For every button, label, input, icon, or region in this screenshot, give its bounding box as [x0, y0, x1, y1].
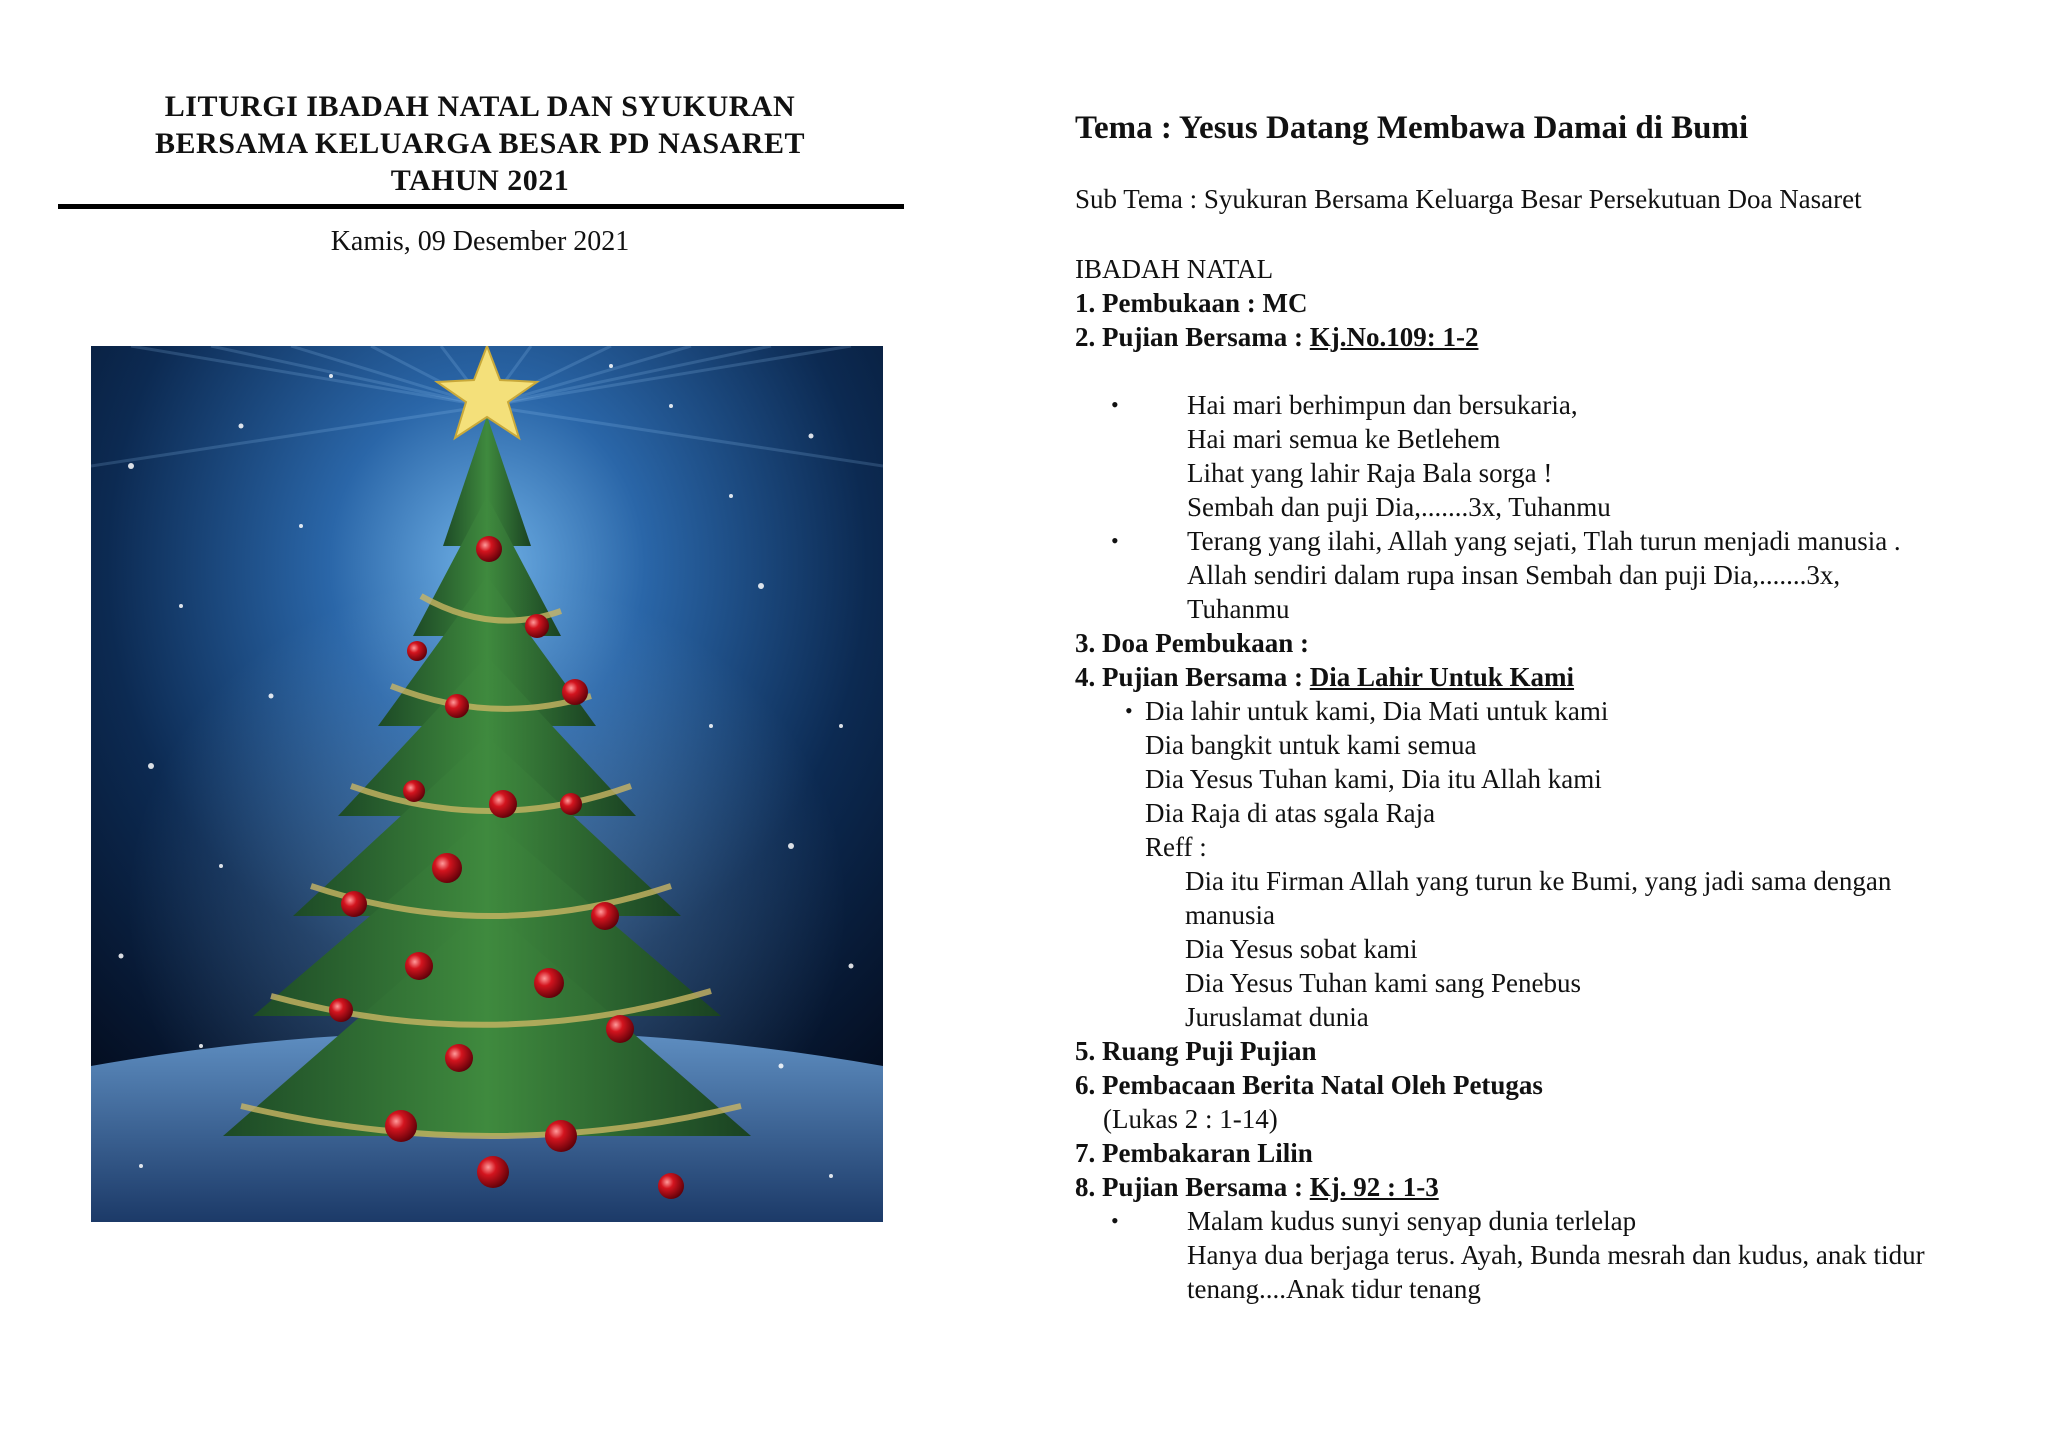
song1-verse1-line1	[1075, 388, 1975, 422]
cover-page	[0, 0, 1000, 1448]
song1-verse2-line1	[1075, 524, 1975, 558]
lyric-line: Malam kudus sunyi senyap dunia terlelap	[1187, 1206, 1637, 1236]
bullet-icon: •	[1111, 528, 1119, 553]
song2-line3: Dia Yesus Tuhan kami, Dia itu Allah kami	[1145, 764, 1602, 794]
event-date: Kamis, 09 Desember 2021	[330, 226, 630, 257]
song3-line2: Hanya dua berjaga terus. Ayah, Bunda mesrah dan kudus, anak tidur	[1187, 1240, 1925, 1270]
song2-reff-line3: Dia Yesus sobat kami	[1185, 934, 1418, 964]
item-pujian-1-song: Kj.No.109: 1-2	[1309, 322, 1479, 352]
title-line-1: LITURGI IBADAH NATAL DAN SYUKURAN	[164, 90, 796, 123]
item-pujian-2-label: 4. Pujian Bersama :	[1075, 662, 1310, 692]
liturgy-page	[1075, 0, 1975, 1448]
bullet-icon: •	[1111, 392, 1119, 417]
song2-line1	[1075, 694, 1975, 728]
item-pembacaan: 6. Pembacaan Berita Natal Oleh Petugas	[1075, 1070, 1543, 1100]
bullet-icon: •	[1125, 698, 1133, 723]
title-divider	[58, 204, 904, 209]
spacer	[1075, 354, 1975, 388]
item-pujian-1-label: 2. Pujian Bersama :	[1075, 322, 1310, 352]
liturgy-content	[1075, 252, 1975, 1306]
ibadah-heading: IBADAH NATAL	[1075, 254, 1274, 284]
item-pembacaan-ref: (Lukas 2 : 1-14)	[1103, 1104, 1278, 1134]
item-pujian-3-label: 8. Pujian Bersama :	[1075, 1172, 1310, 1202]
item-pembukaan: 1. Pembukaan : MC	[1075, 288, 1308, 318]
title-line-2: BERSAMA KELUARGA BESAR PD NASARET	[155, 127, 805, 160]
lyric-line: Terang yang ilahi, Allah yang sejati, Tlah turun menjadi manusia .	[1187, 526, 1901, 556]
bullet-icon: •	[1111, 1208, 1119, 1233]
item-pujian-2	[1075, 660, 1975, 694]
song3-line3: tenang....Anak tidur tenang	[1187, 1274, 1481, 1304]
song2-line2: Dia bangkit untuk kami semua	[1145, 730, 1477, 760]
song1-verse1-line4: Sembah dan puji Dia,.......3x, Tuhanmu	[1187, 492, 1611, 522]
item-pembakaran-lilin: 7. Pembakaran Lilin	[1075, 1138, 1313, 1168]
song2-reff-line1: Dia itu Firman Allah yang turun ke Bumi, yang jadi sama dengan	[1185, 866, 1892, 896]
song3-line1	[1075, 1204, 1975, 1238]
title-line-3: TAHUN 2021	[390, 164, 570, 197]
song1-verse1-line2: Hai mari semua ke Betlehem	[1187, 424, 1501, 454]
song1-verse2-line3: Tuhanmu	[1187, 594, 1290, 624]
song2-reff-line5: Juruslamat dunia	[1185, 1002, 1369, 1032]
song1-verse1-line3: Lihat yang lahir Raja Bala sorga !	[1187, 458, 1553, 488]
item-pujian-2-song: Dia Lahir Untuk Kami	[1309, 662, 1575, 692]
item-ruang-puji: 5. Ruang Puji Pujian	[1075, 1036, 1317, 1066]
item-doa-pembukaan: 3. Doa Pembukaan :	[1075, 628, 1310, 658]
subtheme-line: Sub Tema : Syukuran Bersama Keluarga Besar Persekutuan Doa Nasaret	[1075, 184, 1862, 214]
lyric-line: Dia lahir untuk kami, Dia Mati untuk kami	[1145, 696, 1609, 726]
song2-line4: Dia Raja di atas sgala Raja	[1145, 798, 1436, 828]
song2-reff-line2: manusia	[1185, 900, 1275, 930]
song2-reff-line4: Dia Yesus Tuhan kami sang Penebus	[1185, 968, 1582, 998]
document-title	[60, 88, 900, 199]
song2-reff-label: Reff :	[1145, 832, 1207, 862]
lyric-line: Hai mari berhimpun dan bersukaria,	[1187, 390, 1578, 420]
item-pujian-1	[1075, 320, 1975, 354]
theme-heading: Tema : Yesus Datang Membawa Damai di Bumi	[1075, 110, 1749, 146]
song1-verse2-line2: Allah sendiri dalam rupa insan Sembah dan puji Dia,.......3x,	[1187, 560, 1841, 590]
item-pujian-3-song: Kj. 92 : 1-3	[1309, 1172, 1439, 1202]
christmas-tree-image	[91, 346, 883, 1222]
item-pujian-3	[1075, 1170, 1975, 1204]
